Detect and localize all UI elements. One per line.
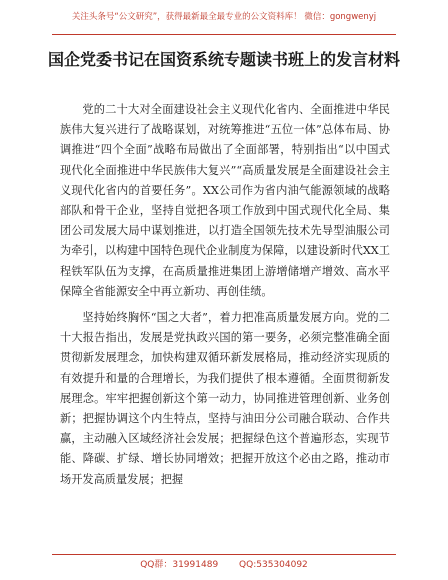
- qq-text: QQ:535304092: [239, 560, 308, 570]
- header-banner: 关注头条号“公文研究”，获得最新最全最专业的公文资料库！ 微信：gongwenyj: [71, 12, 377, 22]
- footer: [0, 559, 448, 571]
- document-body: [60, 100, 390, 490]
- qq-group-text: QQ群：31991489: [140, 560, 219, 570]
- header-divider: [52, 34, 396, 35]
- footer-divider: [52, 554, 396, 555]
- paragraph: 坚持始终胸怀“国之大者”，着力把准高质量发展方向。党的二十大报告指出，发展是党执政兴国的第一要务，必须完整准确全面贯彻新发展理念，加快构建双循环新发展格局，推动经济实现质的有效提升和量的合理增长，为我们提供了根本遵循。全面贯彻新发展理念。牢牢把握创新这个第一动力，协同推进管理创新、业务创新；把握协调这个内生特点，坚持与油田分公司融合联动、合作共赢，主动融入区域经济社会发展；把握绿色这个普遍形态，实现节能、降碳、扩绿、增长协同增效；把握开放这个必由之路，推动市场开发高质量发展；把握: [60, 311, 390, 486]
- document-title: 国企党委书记在国资系统专题读书班上的发言材料: [47, 50, 400, 69]
- paragraph: 党的二十大对全面建设社会主义现代化省内、全面推进中华民族伟大复兴进行了战略谋划，对统筹推进“五位一体”总体布局、协调推进“四个全面”战略布局做出了全面部署，特别指出“以中国式现代化全面推进中华民族伟大复兴”“高质量发展是全面建设社会主义现代化省内的首要任务”。XX公司作为省内油气能源领域的战略部队和骨干企业，坚持自觉把各项工作放到中国式现代化全局、集团公司发展大局中谋划推进，以打造全国领先技术先导型油服公司为牵引，以构建中国特色现代企业制度为保障，以建设新时代XX工程铁军队伍为支撑，在高质量推进集团上游增储增产增效、高水平保障全省能源安全中再立新功、再创佳绩。: [60, 103, 390, 298]
